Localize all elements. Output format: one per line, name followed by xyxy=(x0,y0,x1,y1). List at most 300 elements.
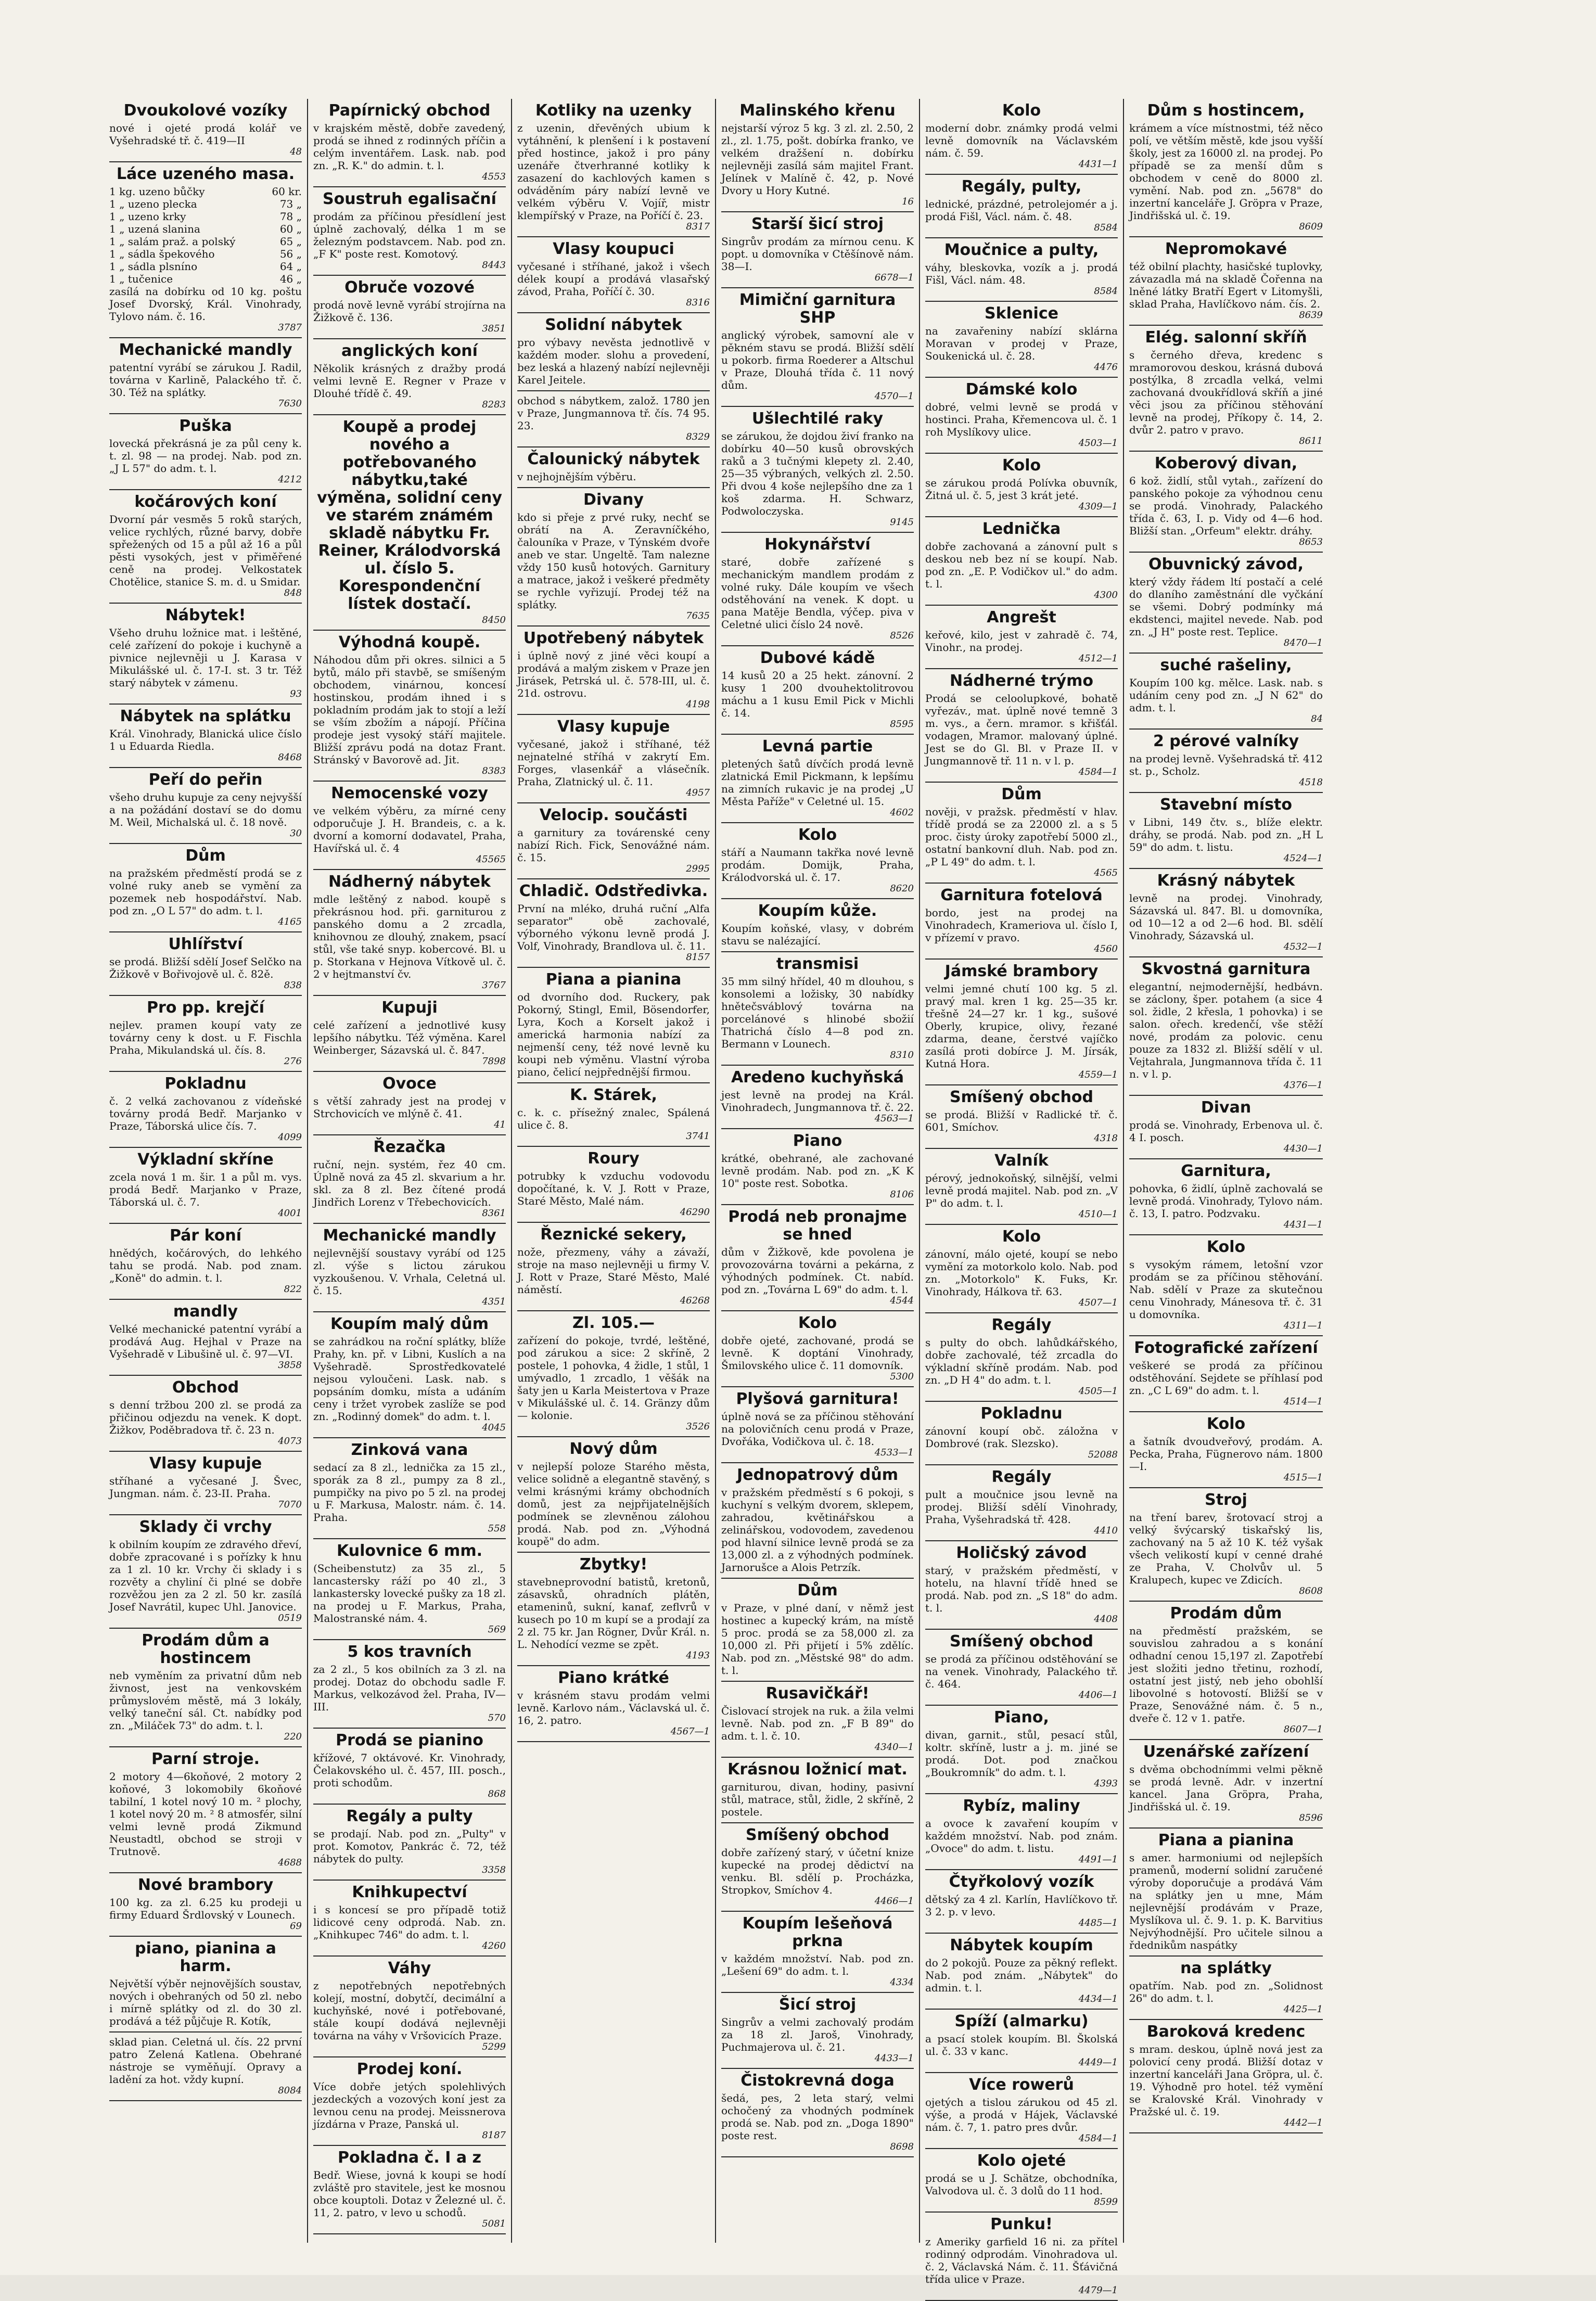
ad-body: obchod s nábytkem, založ. 1780 jen v Praze, Jungmannova tř. čís. 74 95. 23. xyxy=(517,394,710,432)
ad-reference-number: 4507—1 xyxy=(1078,1297,1118,1308)
ad-reference-number: 4193 xyxy=(686,1650,710,1661)
classified-ad xyxy=(313,1438,506,1539)
ad-title: Parní stroje. xyxy=(151,1750,260,1768)
ad-reference-number: 4565 xyxy=(1094,867,1118,878)
ad-title: Soustruh egalisační xyxy=(323,190,496,208)
ad-reference-number: 4567—1 xyxy=(670,1726,710,1737)
ad-title: Kulovnice 6 mm. xyxy=(337,1542,482,1560)
classified-ad xyxy=(109,1376,302,1452)
classified-ad xyxy=(517,803,710,879)
classified-ad xyxy=(1129,452,1323,553)
ad-body: elegantní, nejmodernější, hedbávn. se záclony, šper. potahem (a sice 4 sol. židle, 2 křesla, 1 pohovka) i se salon. ořech. kredenčí, vše stěží nové, prodám za polovic. cenu pouze za 1832 zl. Bližší sdělí v ul. Vejtahrala, Jungmannova třída č. 11 n. v l. p. xyxy=(1129,980,1323,1080)
classified-ad xyxy=(1129,654,1323,730)
ad-body: se prodá. Bližší sdělí Josef Selčko na Žižkově v Bořivojově ul. č. 82ě. xyxy=(109,955,302,980)
ad-reference-number: 9145 xyxy=(890,517,914,528)
ad-reference-number: 8609 xyxy=(1299,221,1323,232)
ad-title: Kolo xyxy=(1206,1415,1246,1433)
ad-title: Kolo xyxy=(1002,456,1041,475)
ad-reference-number: 4311—1 xyxy=(1283,1320,1323,1331)
ad-reference-number: 4518 xyxy=(1299,777,1323,788)
ad-body: stáří a Naumann takřka nové levně prodám. Domijk, Praha, Králodvorská ul. č. 17. xyxy=(721,846,914,884)
ad-reference-number: 8317 xyxy=(686,221,710,232)
classified-ad xyxy=(517,627,710,715)
ad-title: Piano krátké xyxy=(558,1669,669,1687)
price-list-item xyxy=(109,210,302,223)
classified-ad xyxy=(517,1311,710,1437)
classified-ad xyxy=(1129,957,1323,1096)
classified-ad xyxy=(925,1541,1118,1630)
ad-body: moderní dobr. známky prodá velmi levně domovník na Václavském nám. č. 59. xyxy=(925,122,1118,159)
ad-body: úplně nová se za příčinou stěhování na polovičních cenu prodá v Praze, Dvořáka, Vodičkova ul. č. 18. xyxy=(721,1410,914,1448)
classified-ad xyxy=(109,1515,302,1629)
ad-reference-number: 52088 xyxy=(1088,1449,1118,1460)
classified-ad xyxy=(721,1066,914,1129)
ad-body: a ovoce k zavaření koupím v každém množství. Nab. pod znám. „Ovoce" do adm. t. listu. xyxy=(925,1817,1118,1855)
classified-ad xyxy=(721,407,914,533)
ad-reference-number: 848 xyxy=(284,587,302,598)
classified-ad xyxy=(313,996,506,1072)
ad-body: krátké, obehrané, ale zachované levně prodám. Nab. pod zn. „K K 10" poste rest. Sobotka. xyxy=(721,1152,914,1190)
classified-ad xyxy=(313,1072,506,1135)
ad-body: v krajském městě, dobře zavedený, prodá se ihned z rodinných příčin a celým inventářem. Lask. nab. pod zn. „R. K." do admin. t. l. xyxy=(313,122,506,172)
ad-title: Obchod xyxy=(172,1378,239,1397)
classified-ad xyxy=(721,952,914,1066)
ad-body: šedá, pes, 2 leta starý, velmi ochočený za vhodných podmínek prodá se. Nab. pod zn. „Doga 1890" poste rest. xyxy=(721,2092,914,2142)
ad-reference-number: 4505—1 xyxy=(1078,1386,1118,1397)
ad-title: Spíží (almarku) xyxy=(954,2012,1089,2030)
price-list-item xyxy=(109,198,302,210)
ad-reference-number: 8608 xyxy=(1299,1586,1323,1596)
classified-ad xyxy=(109,490,302,604)
ad-reference-number: 8283 xyxy=(482,399,506,410)
ad-title: Aredeno kuchyňská xyxy=(731,1068,904,1086)
item-price: 60 kr. xyxy=(272,185,302,198)
ad-body: z Ameriky garfield 16 ni. za přítel rodinný odprodám. Vinohradova ul. č. 2, Václavská Nám. č. 11. Šťávičná třída ulice v Praze. xyxy=(925,2235,1118,2285)
ad-body: dům v Žižkově, kde povolena je provozovárna továrni a pekárna, z výhodných podmínek. Ct. nabíd. pod zn. „Továrna L 69" do adm. t. l. xyxy=(721,1246,914,1296)
ad-body: neb vyměním za privatní dům neb živnost, jest na venkovském průmyslovém městě, má 3 lokály, velký taneční sál. Ct. nabídky pod zn. „Miláček 73" do adm. t. l. xyxy=(109,1669,302,1732)
ad-reference-number: 4485—1 xyxy=(1078,1918,1118,1928)
ad-reference-number: 4503—1 xyxy=(1078,438,1118,449)
ad-body: kdo si přeje z prvé ruky, nechť se obrátí na A. Zeravníčkého, čalouníka v Praze, v Týnském dvoře aneb ve star. Ungeltě. Tam nalezne vždy 150 kusů hotových. Garnitury a matrace, jakož i veškeré předměty se rychle vyřizují. Prodej též na splátky. xyxy=(517,511,710,611)
ad-body: s pulty do obch. lahůdkářského, dobře zachovalé, též zrcadla do výkladní skříně prodám. Nab. pod zn. „D H 4" do adm. t. l. xyxy=(925,1336,1118,1386)
ad-body: pletených šatů dívčích prodá levně zlatnická Emil Pickmann, k lepšímu na zimních rukavic je na prodej „U Města Paříže" v Celetné ul. 15. xyxy=(721,758,914,808)
classified-ad xyxy=(109,768,302,844)
ad-reference-number: 8584 xyxy=(1094,286,1118,297)
ad-title: Stavební místo xyxy=(1159,796,1292,814)
classified-ad xyxy=(925,1934,1118,2010)
classified-ad xyxy=(1129,1336,1323,1412)
classified-ad xyxy=(721,1682,914,1758)
classified-ad xyxy=(1129,2020,1323,2133)
classified-ad xyxy=(517,1147,710,1223)
ad-title: Uzenářské zařízení xyxy=(1143,1743,1309,1761)
classified-ad xyxy=(925,517,1118,606)
ad-title: Kolo ojeté xyxy=(977,2152,1066,2170)
ad-title: Řeznické sekery, xyxy=(540,1225,687,1244)
ad-body: s větší zahrady jest na prodej v Strchovicích ve mlýně č. 41. xyxy=(313,1095,506,1120)
column-2 xyxy=(308,99,512,2243)
ad-title: suché rašeliny, xyxy=(1160,656,1292,674)
ad-title: Kupuji xyxy=(381,999,438,1017)
classified-ad xyxy=(313,2146,506,2234)
ad-body: divan, garnit., stůl, pesací stůl, koltr. skříně, lustr a j. m. jiné se prodá. Dot. pod značkou „Boukromník" do adm. t. l. xyxy=(925,1729,1118,1779)
ad-body: od dvorního dod. Ruckery, pak Pokorný, Stingl, Emil, Bösendorfer, Lyra, Koch a Korselt jakož i americká harmonia nabízí za nejmenší ceny, též nové levně ku koupi neb výměnu. Vlastní výroba piano, čelicí nejpřednější firmou. xyxy=(517,991,710,1078)
ad-body: pro výbavy nevěsta jednotlivě v každém moder. slohu a provedení, bez leská a hlazený nabízí nejlevněji Karel Jeitele. xyxy=(517,336,710,386)
ad-body: Velké mechanické patentní vyrábí a prodává Aug. Hejhal v Praze na Vyšehradě v Libušině ul. č. 97—VI. xyxy=(109,1323,302,1360)
ad-title: Jednopatrový dům xyxy=(736,1466,899,1484)
ad-reference-number: 276 xyxy=(284,1056,302,1067)
ad-title: Koupě a prodej nového a potřebovaného nábytku,také výměna, solidní ceny ve starém známém skladě nábytku Fr. Reiner, Králodvorská ul. číslo 5. Korespondenční lístek dostačí. xyxy=(317,418,502,613)
ad-reference-number: 4524—1 xyxy=(1283,853,1323,864)
classified-ad xyxy=(109,932,302,996)
ad-body: 100 kg. za zl. 6.25 ku prodeji u firmy Eduard Šrdlovský v Lounech. xyxy=(109,1896,302,1921)
ad-reference-number: 4514—1 xyxy=(1283,1396,1323,1407)
ad-body: a psací stolek koupím. Bl. Školská ul. č. 33 v kanc. xyxy=(925,2032,1118,2057)
ad-title: kočárových koní xyxy=(134,493,277,511)
item-price: 64 „ xyxy=(279,260,302,273)
ad-title: Garnitura fotelová xyxy=(940,886,1103,904)
ad-body: sklad pian. Celetná ul. čís. 22 první patro Zelená Katlena. Obehrané nástroje se vyměňují. Opravy a ladění za hot. vždy kupní. xyxy=(109,2036,302,2086)
ad-body: dobře ojeté, zachované, prodá se levně. K doptání Vinohrady, Šmilovského ulice č. 11 domovník. xyxy=(721,1334,914,1372)
ad-reference-number: 8443 xyxy=(482,260,506,271)
classified-ad xyxy=(925,1402,1118,1465)
ad-title: Mechanické mandly xyxy=(119,341,292,359)
ad-reference-number: 6678—1 xyxy=(874,272,914,283)
ad-body: pérový, jednokoňský, silnější, velmi levně prodá majitel. Nab. pod zn. „V P" do adm. t. l. xyxy=(925,1172,1118,1209)
classified-ad xyxy=(721,646,914,735)
ad-body: a šatník dvoudveřový, prodám. A. Pecka, Praha, Fügnerovo nám. 1800—I. xyxy=(1129,1435,1323,1473)
column-3 xyxy=(512,99,716,2243)
ad-title: Nádherné trýmo xyxy=(949,672,1094,690)
ad-title: Piana a pianina xyxy=(1158,1831,1294,1849)
ad-reference-number: 93 xyxy=(290,688,302,699)
classified-ad xyxy=(925,1794,1118,1870)
ad-body: stříhané a vyčesané J. Švec, Jungman. nám. č. 23-II. Praha. xyxy=(109,1475,302,1500)
ad-reference-number: 4430—1 xyxy=(1283,1143,1323,1154)
ad-body: zcela nová 1 m. šir. 1 a půl m. vys. prodá Bedř. Marjanko v Praze, Táborská ul. č. 7. xyxy=(109,1171,302,1208)
ad-reference-number: 4553 xyxy=(482,171,506,182)
classified-ad xyxy=(109,1629,302,1747)
ad-reference-number: 4099 xyxy=(278,1132,302,1143)
ad-body: keřové, kilo, jest v zahradě č. 74, Vinohr., na prodej. xyxy=(925,629,1118,654)
ad-title: Regály a pulty xyxy=(346,1807,473,1825)
ad-body: se prodá. Bližší v Radlické tř. č. 601, Smíchov. xyxy=(925,1108,1118,1133)
classified-ad xyxy=(109,996,302,1072)
ad-body: v každém množství. Nab. pod zn. „Lešení 69" do adm. t. l. xyxy=(721,1952,914,1977)
classified-ad xyxy=(517,99,710,237)
ad-reference-number: 4431—1 xyxy=(1078,159,1118,170)
ad-title: Zinková vana xyxy=(351,1441,468,1459)
ad-title: piano, pianina a harm. xyxy=(135,1939,276,1975)
ad-title: Angrešt xyxy=(987,608,1056,627)
ad-reference-number: 822 xyxy=(284,1284,302,1295)
ad-reference-number: 4544 xyxy=(890,1295,914,1306)
ad-reference-number: 4406—1 xyxy=(1078,1690,1118,1701)
ad-body: hnědých, kočárových, do lehkého tahu se prodá. Nab. pod znam. „Koně" do admin. t. l. xyxy=(109,1247,302,1284)
ad-title: Vlasy koupuci xyxy=(553,240,674,258)
classified-ad xyxy=(109,1747,302,1873)
classified-ad xyxy=(721,99,914,212)
item-label: 1 „ uzeno krky xyxy=(109,210,186,223)
ad-title: Koberový divan, xyxy=(1154,454,1298,472)
classified-ad xyxy=(925,2149,1118,2213)
ad-reference-number: 46268 xyxy=(680,1295,710,1306)
ad-title: Knihkupectví xyxy=(352,1883,467,1901)
ad-body: zařízení do pokoje, tvrdé, leštěné, pod zárukou a sice: 2 skříně, 2 postele, 1 pohovka, 4 židle, 1 stůl, 1 umývadlo, 1 zrcadlo, 1 věšák na šaty jen u Karla Meistertova v Praze v Mikulášské ul. č. 14. Gränzy dům — kolonie. xyxy=(517,1334,710,1422)
ad-body: nože, přezmeny, váhy a závaží, stroje na maso nejlevněji u firmy V. J. Rott v Praze, Staré Město, Malé náměstí. xyxy=(517,1246,710,1296)
ad-title: Kolo xyxy=(798,826,837,844)
ad-title: Prodá neb pronajme se hned xyxy=(728,1208,907,1244)
ad-title: Prodám dům a hostincem xyxy=(142,1631,270,1667)
ad-title: Velocip. součásti xyxy=(539,806,688,824)
ad-title: anglických koní xyxy=(341,342,478,360)
classified-ad xyxy=(925,1313,1118,1402)
ad-body: První na mléko, druhá ruční „Alfa separator" obě zachovalé, výborného výkonu levně prodá J. Volf, Vinohrady, Brandlova ul. č. 11. xyxy=(517,902,710,952)
ad-body: nejlevnější soustavy vyrábí od 125 zl. výše s lictou zárukou vyzkoušenou. V. Vrhala, Celetná ul. č. 15. xyxy=(313,1247,506,1297)
ad-reference-number: 4045 xyxy=(482,1422,506,1433)
classified-ad xyxy=(109,162,302,338)
classified-ad xyxy=(313,1957,506,2057)
ad-reference-number: 220 xyxy=(284,1731,302,1742)
ad-reference-number: 4515—1 xyxy=(1283,1472,1323,1483)
ad-title: Zl. 105.— xyxy=(572,1314,655,1332)
classified-ad xyxy=(109,1300,302,1376)
ad-reference-number: 30 xyxy=(290,828,302,839)
ad-reference-number: 838 xyxy=(284,980,302,991)
ad-body: veškeré se prodá za příčinou odstěhování. Sejdete se příhlasí pod zn. „C L 69" do adm. t. l. xyxy=(1129,1359,1323,1397)
ad-reference-number: 7070 xyxy=(278,1499,302,1510)
item-label: 1 „ tučenice xyxy=(109,273,173,285)
ad-title: Rusavičkář! xyxy=(765,1684,870,1703)
ad-body: na pražském předměstí prodá se z volné ruky aneb se vymění za pozemek neb hospodářství. Nab. pod zn. „O L 57" do adm. t. l. xyxy=(109,867,302,917)
ad-body: v Praze, v plné daní, v němž jest hostinec a kupecký krám, na místě 5 proc. prodá se za 58,000 zl. za 10,000 zl. Při přijetí i 5% zdělíc. Nab. pod zn. „Městské 98" do adm. t. l. xyxy=(721,1602,914,1677)
column-6 xyxy=(1124,99,1328,2243)
ad-body: s černého dřeva, kredenc s mramorovou deskou, krásná dubová postýlka, 8 zrcadla velká, velmi zachovaná dvoukřídlová skříň a jiné věci jsou za příčinou stěhování levně na prodej, Příkopy č. 14, 2. dvůr 2. patro v pravo. xyxy=(1129,349,1323,436)
ad-body: z nepotřebných nepotřebných kolejí, mostní, dobytčí, decimální a kuchyňské, nové i potřebované, stále koupí dodává nejlevněji továrna na váhy v Vršovicích Praze. xyxy=(313,1979,506,2042)
ad-title: transmisi xyxy=(776,955,859,973)
ad-title: Kolo xyxy=(798,1314,837,1332)
classified-ad xyxy=(1129,730,1323,793)
item-label: 1 „ sádla špekového xyxy=(109,248,215,260)
ad-title: Pokladnu xyxy=(980,1404,1063,1423)
ad-reference-number: 8329 xyxy=(686,431,710,442)
ad-reference-number: 3358 xyxy=(482,1864,506,1875)
classified-ad xyxy=(517,715,710,803)
ad-body: stavebneprovodní batistů, kretonů, zásavsků, ohradních plátěn, etameninů, sukní, kanaf, zeflvrů v kusech po 10 m kupí se a prodají za 2 zl. 75 kr. Jan Rögner, Dvůr Král. n. L. Nehodící vezme se zpět. xyxy=(517,1576,710,1651)
price-list-item xyxy=(109,273,302,285)
ad-title: Prodej koní. xyxy=(356,2060,463,2078)
classified-ad xyxy=(1129,1602,1323,1740)
price-list-item xyxy=(109,260,302,273)
ad-title: Koupím kůže. xyxy=(758,902,877,920)
ad-reference-number: 7630 xyxy=(278,398,302,409)
ad-body: váhy, bleskovka, vozík a j. prodá Fišl, Václ. nám. 48. xyxy=(925,261,1118,286)
ad-body: vyčesané i stříhané, jakož i všech délek koupí a prodává vlasařský závod, Praha, Poříčí č. 30. xyxy=(517,260,710,298)
ad-body: na zavařeniny nabízí sklárna Moravan v prodej v Praze, Soukenická ul. č. 28. xyxy=(925,325,1118,362)
item-price: 73 „ xyxy=(279,198,302,210)
ad-reference-number: 8607—1 xyxy=(1283,1724,1323,1735)
classified-ad xyxy=(313,415,506,631)
classified-ad xyxy=(925,669,1118,783)
ad-reference-number: 8639 xyxy=(1299,310,1323,321)
ad-title: Čalounický nábytek xyxy=(527,450,700,468)
ad-body: 14 kusů 20 a 25 hekt. zánovní. 2 kusy 1 200 dvouhektolitrovou máchu a 1 kusu Emil Pick v Michli č. 14. xyxy=(721,669,914,719)
classified-ad xyxy=(109,338,302,414)
ad-body: prodám za příčinou přesídlení jest úplně zachovalý, délka 1 m se železným podstavcem. Nab. pod zn. „F K" poste rest. Komotový. xyxy=(313,210,506,260)
classified-ad xyxy=(313,2057,506,2146)
classified-ad xyxy=(925,2010,1118,2073)
column-1 xyxy=(104,99,308,2243)
classified-ad xyxy=(1129,1235,1323,1336)
ad-reference-number: 4376—1 xyxy=(1283,1080,1323,1091)
classified-ad xyxy=(721,1912,914,1993)
ad-body: se zárukou prodá Polívka obuvník, Žitná ul. č. 5, jest 3 krát jeté. xyxy=(925,477,1118,502)
ad-title: Nábytek! xyxy=(165,606,246,624)
ad-title: Pár koní xyxy=(169,1226,242,1245)
ad-body: ruční, nejn. systém, řez 40 cm. Úplně nová za 45 zl. skvarium a hr. skl. za 8 zl. Bez čítené prodá Jindřich Lorenz v Třebechovicích. xyxy=(313,1158,506,1208)
ad-title: Lednička xyxy=(982,520,1061,538)
ad-reference-number: 4532—1 xyxy=(1283,941,1323,952)
classified-ad xyxy=(721,212,914,288)
classified-ad xyxy=(313,339,506,415)
ad-title: Mimiční garnitura SHP xyxy=(739,291,896,327)
ad-title: Výkladní skříne xyxy=(137,1150,274,1169)
ad-body: anglický výrobek, samovní ale v pěkném stavu se prodá. Bližší sdělí u pokorb. firma Roederer a Altschul v Praze, Dlouhá třída č. 11 nový dům. xyxy=(721,329,914,391)
ad-body: v pražském předměstí s 6 pokoji, s kuchyní s velkým dvorem, sklepem, zahradou, květinářskou a zelinářskou, vodovodem, zavedenou pod hlavní silnice levně prodá se za 13,000 zl. a z výhodných podmínek. Jarnorušce a Alois Petrzík. xyxy=(721,1486,914,1574)
ad-reference-number: 4410 xyxy=(1094,1525,1118,1536)
classified-ad xyxy=(925,378,1118,454)
ad-title: Dubové kádě xyxy=(760,649,875,667)
ad-reference-number: 4309—1 xyxy=(1078,501,1118,512)
ad-reference-number: 4433—1 xyxy=(874,2053,914,2064)
classified-ad xyxy=(925,1706,1118,1794)
ad-title: Nábytek koupím xyxy=(950,1936,1093,1954)
ad-title: K. Stárek, xyxy=(570,1086,657,1104)
classified-ad xyxy=(1129,1829,1323,1957)
ad-title: Rybíz, maliny xyxy=(963,1797,1080,1815)
classified-ad xyxy=(517,1437,710,1553)
item-price: 78 „ xyxy=(279,210,302,223)
classified-ad xyxy=(109,1148,302,1224)
ad-reference-number: 4533—1 xyxy=(874,1447,914,1458)
ad-reference-number: 8084 xyxy=(278,2085,302,2096)
ad-body: 2 motory 4—6koňové, 2 motory 2 koňové, 3 lokomobily 6koňové tabilní, 1 kotel nový 10 m. ² plochy, 1 kotel nový 20 m. ² 8 atmosfér, silní velmi levně prodá Zikmund Neustadtl, obchod se stroji v Trutnově. xyxy=(109,1770,302,1858)
classified-ad xyxy=(313,1729,506,1805)
classified-ad xyxy=(925,1870,1118,1934)
ad-body: Král. Vinohrady, Blanická ulice číslo 1 u Eduarda Riedla. xyxy=(109,727,302,752)
ad-reference-number: 4260 xyxy=(482,1940,506,1951)
ad-body: krámem a více místnostmi, též něco polí, ve větším městě, kde jsou vyšší školy, jest za 16000 zl. na prodej. Po případě se za menší dům s obchodem v ceně do 8000 zl. vymění. Nab. pod zn. „5678" do inzertní kanceláře J. Gröpra v Praze, Jindřišská ul. č. 19. xyxy=(1129,122,1323,222)
ad-reference-number: 4351 xyxy=(482,1296,506,1307)
ad-title: Chladič. Odstředivka. xyxy=(519,882,708,900)
ad-title: Nové brambory xyxy=(137,1876,274,1894)
ad-body: prodá se. Vinohrady, Erbenova ul. č. 4 I. posch. xyxy=(1129,1119,1323,1144)
item-label: 1 „ sádla plsníno xyxy=(109,260,198,273)
classified-ad xyxy=(1129,793,1323,869)
ad-body: 6 kož. židlí, stůl vytah., zařízení do panského pokoje za výhodnou cenu se prodá. Vinohrady, Palackého třída č. 63, I. p. Vidy od 4—6 hod. Bližší stan. „Orfeum" elektr. dráhy. xyxy=(1129,475,1323,537)
item-price: 60 „ xyxy=(279,223,302,235)
classified-ad xyxy=(925,1630,1118,1706)
ad-body: Náhodou dům při okres. silnici a 5 bytů, málo při stavbě, se smíšeným obchodem, vinárnou, koncesí hostinskou, prodám ihned i s pokladním prodám jak to stojí a leží se vším zbožím a nápojí. Příčina prodeje jest vysoký stáří majitele. Bližší zprávu podá na dotaz Frant. Stránský v Bavorově ad. Jit. xyxy=(313,654,506,766)
ad-body: v Libni, 149 čtv. s., blíže elektr. dráhy, se prodá. Nab. pod zn. „H L 59" do adm. t. listu. xyxy=(1129,816,1323,853)
classified-ad xyxy=(925,606,1118,669)
ad-title: 5 kos travních xyxy=(347,1643,472,1661)
classified-ad xyxy=(313,782,506,870)
classified-ad xyxy=(517,1083,710,1147)
ad-body: Prodá se celoolupkové, bohatě vyřezáv., mat. úplně nové temně 3 m. vys., a čern. mramor. s křišťál. vodagen, Mramor. malovaný úplné. Jest se do Gl. Bl. v Praze II. v Jungmannově tř. 11 n. v l. p. xyxy=(925,692,1118,767)
ad-body: Dvorní pár vesměs 5 roků starých, velice rychlých, různé barvy, dobře spřežených od 15 a půl až 16 a půl pěsti vysokých, jest v přiměřené ceně na prodej. Velkostatek Chotělice, stanice S. m. d. u Smidar. xyxy=(109,513,302,588)
classified-ad xyxy=(313,1805,506,1881)
classified-ad xyxy=(109,1452,302,1515)
ad-body: mdle leštěný z nabod. koupě s překrásnou hod. při. garniturou z panského domu a 2 zrcadla, knihovnou ze dlouhý, znakem, psací stůl, vše také snyp. kobercové. Bl. u p. Storkana v Hejnova Vítkově ul. č. 2 v hejtmanství čv. xyxy=(313,893,506,980)
classified-ad xyxy=(1129,1488,1323,1602)
ad-reference-number: 4584—1 xyxy=(1078,766,1118,777)
ad-reference-number: 84 xyxy=(1311,713,1323,724)
ad-reference-number: 8361 xyxy=(482,1208,506,1219)
ad-title: Dům s hostincem, xyxy=(1147,101,1305,120)
ad-title: Čtyřkolový vozík xyxy=(949,1873,1094,1891)
ad-reference-number: 5300 xyxy=(890,1371,914,1382)
classified-ad xyxy=(721,1579,914,1682)
ad-title: Řezačka xyxy=(373,1138,446,1156)
ad-body: pohovka, 6 židlí, úplně zachovalá se levně prodá. Vinohrady, Tylovo nám. č. 13, I. patro. Podzvaku. xyxy=(1129,1182,1323,1220)
price-list-item xyxy=(109,248,302,260)
ad-title: Pokladnu xyxy=(164,1075,247,1093)
ad-body: na tření barev, šrotovací stroj a velký švýcarský tiskařský lis, zachovaný na 5 až 10 K. též vyšak všech velikostí kupí v cenné drahé ze Praha, V. Cholvův ul. 5 Kralupech, kupec ve Zdicích. xyxy=(1129,1511,1323,1586)
classified-ad xyxy=(109,705,302,768)
ad-body: nové i ojeté prodá kolář ve Vyšehradské tř. č. 419—II xyxy=(109,122,302,147)
classified-ad xyxy=(313,276,506,339)
classified-ad xyxy=(517,391,710,448)
ad-reference-number: 4442—1 xyxy=(1283,2117,1323,2128)
ad-title: Nábytek na splátku xyxy=(120,707,291,725)
classified-ad xyxy=(517,488,710,627)
ad-body: (Scheibenstutz) za 35 zl., 5 lancastersky ráží po 40 zl., 3 lankastersky lovecké pušky za 18 zl. na prodej u F. Markus, Praha, Malostranské nám. 4. xyxy=(313,1562,506,1625)
ad-reference-number: 8187 xyxy=(482,2130,506,2141)
classified-ad xyxy=(517,1223,710,1311)
ad-body: dobré, velmi levně se prodá v hostinci. Praha, Křemencova ul. č. 1 roh Myslíkovy ulice. xyxy=(925,401,1118,438)
classified-ad xyxy=(1129,1159,1323,1235)
ad-body: s amer. harmoniumi od nejlepších pramenů, moderní solidní zaručené výroby doporučuje a prodává Vám na splátky jen u mne, Mám nejlevnější prodávám v Praze, Myslíkova ul. č. 9. 1. p. K. Barvitius Nejvýhodnější. Pro učitele silnou a řdednikům naspátky xyxy=(1129,1851,1323,1951)
ad-body: i úplně nový z jiné věci koupí a prodává a malým ziskem v Praze jen Jirásek, Petrská ul. č. 578-III, ul. č. 21d. ostrovu. xyxy=(517,649,710,699)
ad-reference-number: 8698 xyxy=(890,2141,914,2152)
classified-ad xyxy=(1129,99,1323,237)
ad-reference-number: 8595 xyxy=(890,719,914,730)
ad-reference-number: 4334 xyxy=(890,1977,914,1988)
ad-reference-number: 4563—1 xyxy=(874,1113,914,1124)
ad-title: Plyšová garnitura! xyxy=(736,1390,899,1408)
ad-reference-number: 4073 xyxy=(278,1436,302,1447)
ad-body: prodá se u J. Schätze, obchodníka, Valvodova ul. č. 3 dolů do 11 hod. xyxy=(925,2172,1118,2197)
classified-ad xyxy=(925,1465,1118,1541)
ad-title: Nádherný nábytek xyxy=(328,873,491,891)
ad-reference-number: 4001 xyxy=(278,1208,302,1219)
classified-ad xyxy=(313,187,506,276)
classified-ad xyxy=(109,1072,302,1148)
ad-reference-number: 4466—1 xyxy=(874,1896,914,1907)
ad-body: levně na prodej. Vinohrady, Sázavská ul. 847. Bl. u domovníka, od 10—12 a od 2—6 hod. Bl. sdělí Vinohrady, Sázavská ul. xyxy=(1129,892,1323,942)
classified-ad xyxy=(1129,326,1323,452)
classified-ad xyxy=(517,313,710,391)
ad-body: se prodají. Nab. pod zn. „Pulty" v prot. Komotov, Pankrác č. 72, též nábytek do pulty. xyxy=(313,1827,506,1865)
item-label: 1 kg. uzeno bůčky xyxy=(109,185,205,198)
ad-body: všeho druhu kupuje za ceny nejvyšší a na požádání dostaví se do domu M. Weil, Michalská ul. č. 18 nově. xyxy=(109,791,302,828)
classified-ad xyxy=(1129,1096,1323,1159)
classified-ad xyxy=(313,1224,506,1312)
ad-reference-number: 868 xyxy=(488,1788,506,1799)
ad-reference-number: 8316 xyxy=(686,297,710,308)
ad-body: s denní tržbou 200 zl. se prodá za přičinou odjezdu na venek. K dopt. Žižkov, Poděbradova tř. č. 23 n. xyxy=(109,1399,302,1436)
